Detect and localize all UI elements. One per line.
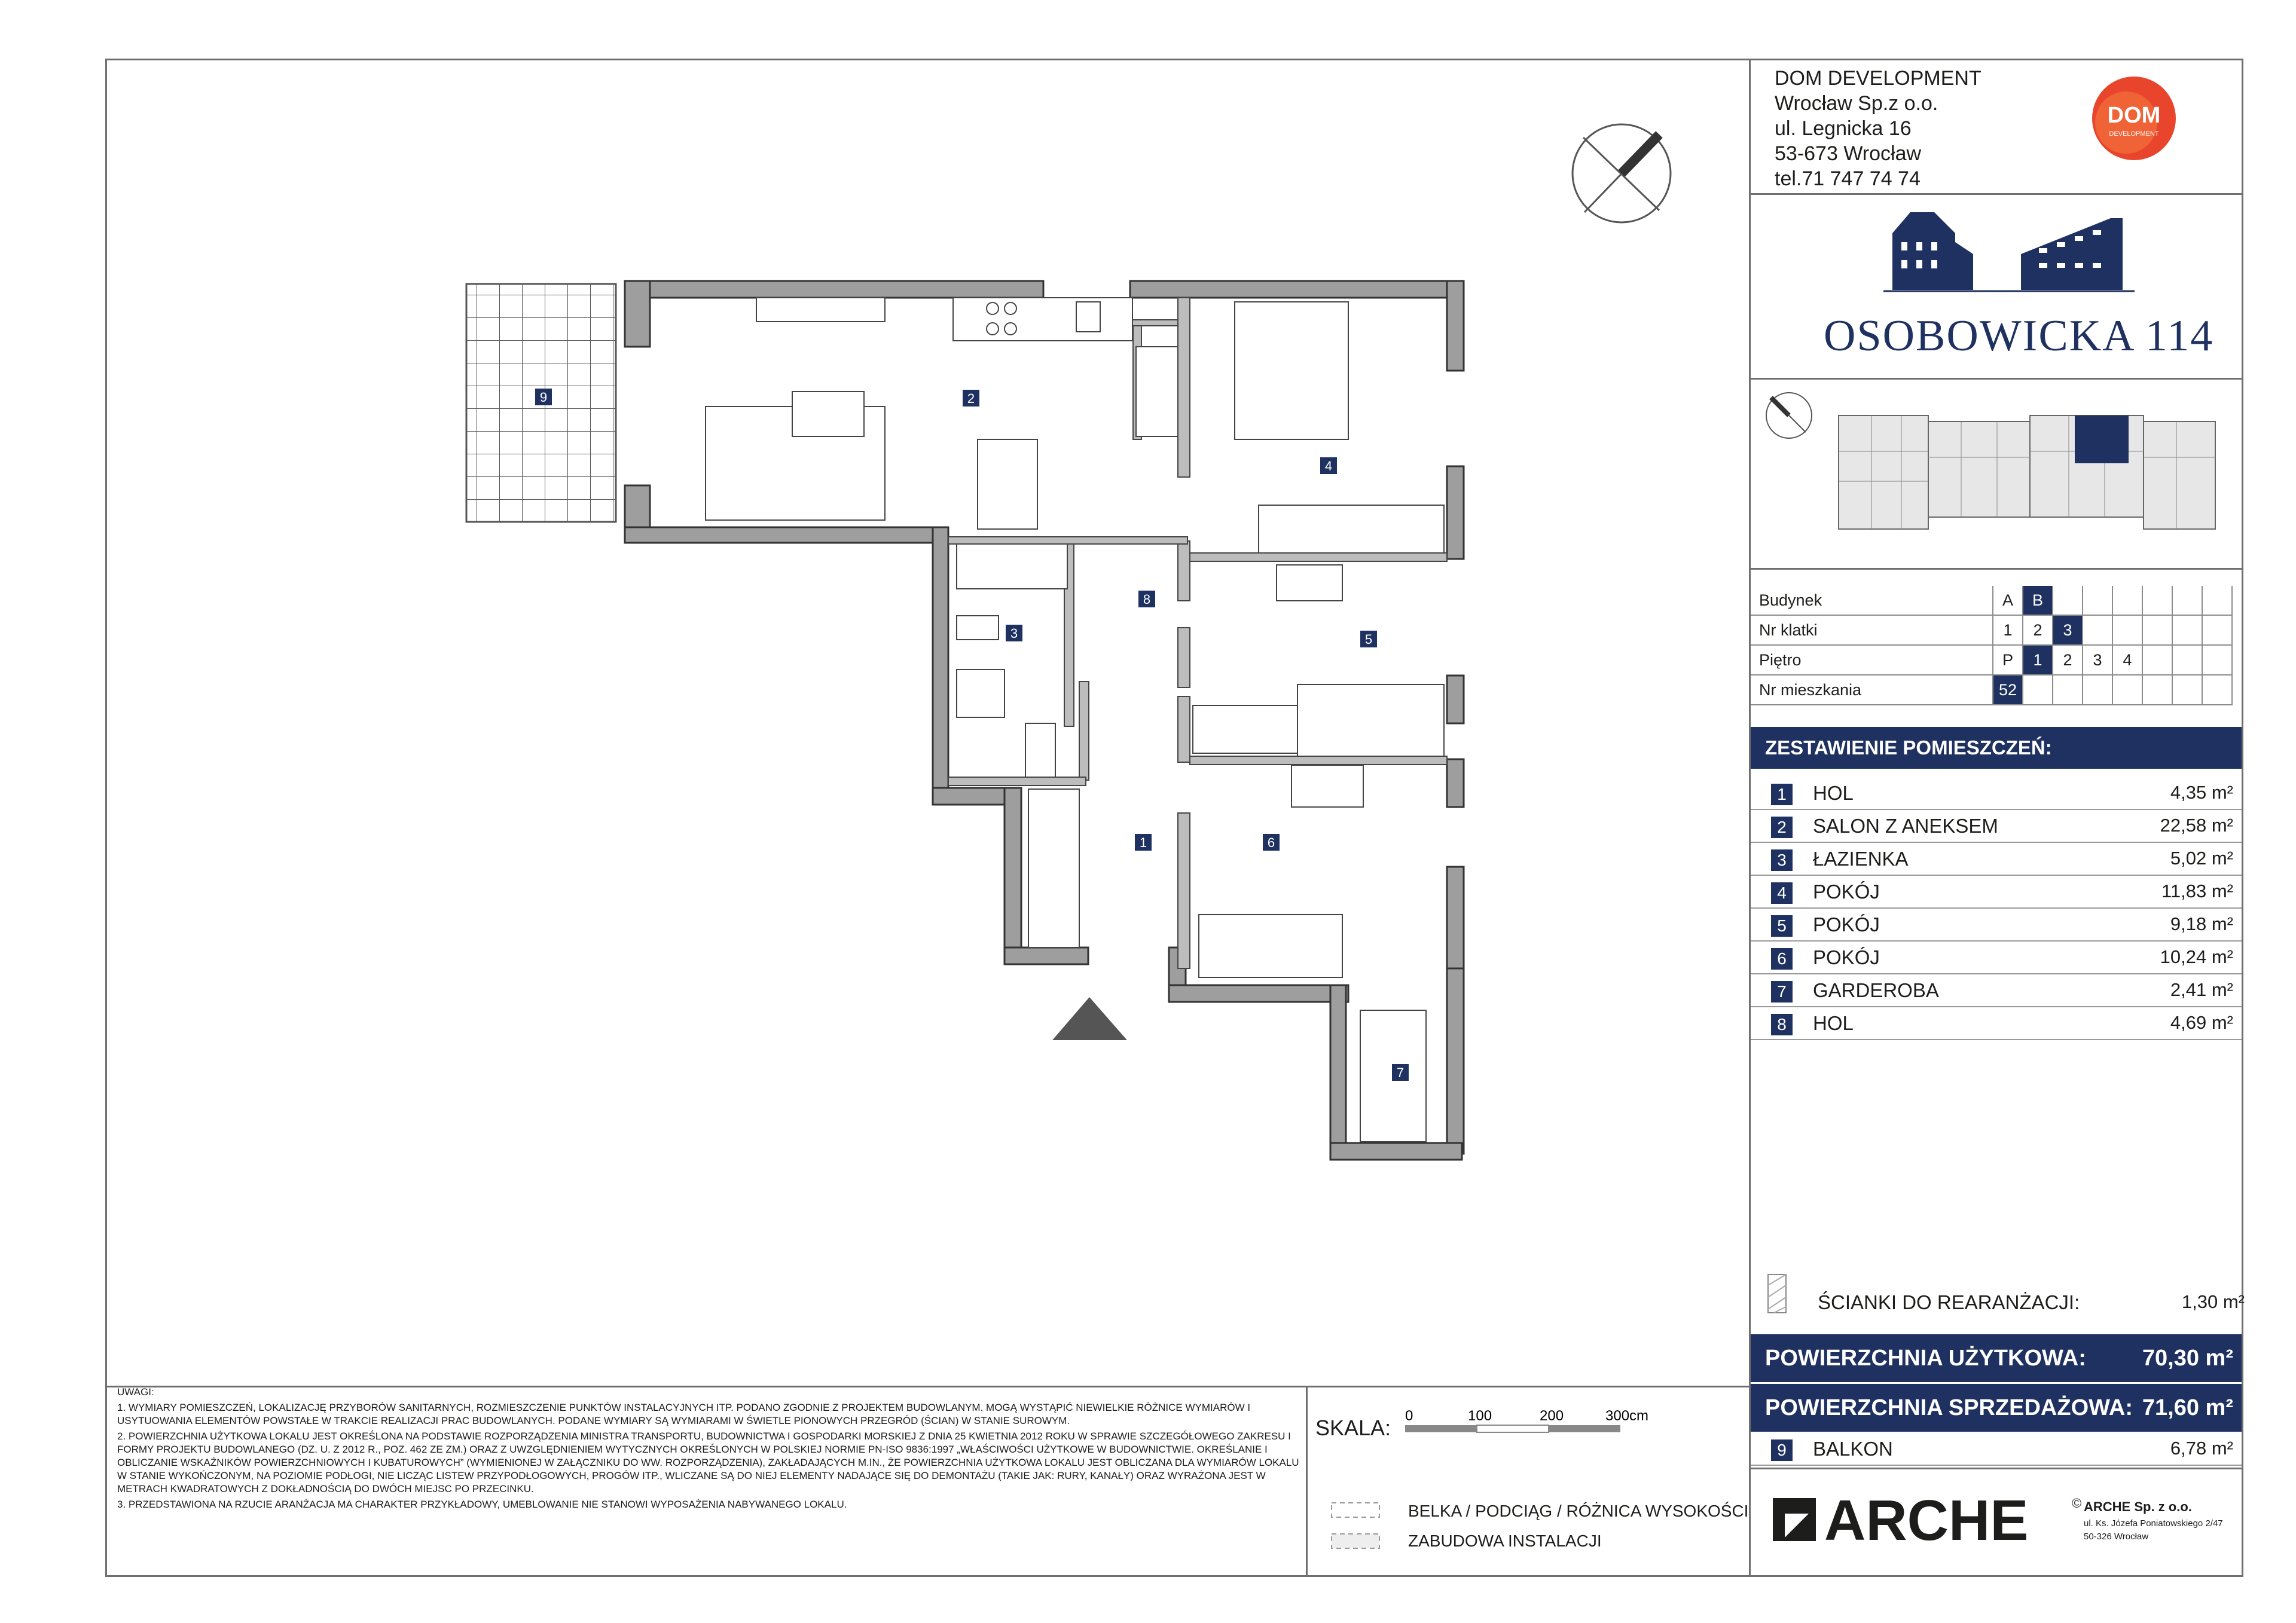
svg-text:7: 7 (1396, 1065, 1405, 1080)
svg-text:ARCHE: ARCHE (1824, 1490, 2029, 1552)
svg-text:200: 200 (1540, 1408, 1564, 1424)
company-phone: tel.71 747 74 74 (1775, 167, 1921, 190)
apartment-number: 52 (1993, 675, 2023, 705)
notes-title: UWAGI: (117, 1386, 154, 1398)
room-row: 3 ŁAZIENKA 5,02 m² (1751, 843, 2242, 876)
sales-area-bar (1751, 1384, 2242, 1432)
building-a: A (1993, 586, 2023, 615)
buildings-illustration (1883, 206, 2135, 296)
svg-text:9: 9 (539, 390, 548, 405)
room-row: 1 HOL 4,35 m² (1751, 777, 2242, 810)
floor-2: 2 (2053, 645, 2083, 675)
floor-plan (105, 59, 1748, 1384)
notes (117, 1386, 1307, 1514)
sales-area-label: POWIERZCHNIA SPRZEDAŻOWA: (1765, 1395, 2133, 1420)
staircase-1: 1 (1993, 615, 2023, 645)
building-label: Budynek (1751, 586, 1993, 615)
walls-area: 1,30 m² (2181, 1291, 2245, 1312)
entrance-arrow-icon (1052, 997, 1127, 1040)
key-plan (1764, 386, 2230, 565)
balcony-row: 9 BALKON 6,78 m² (1751, 1433, 2242, 1466)
floor-4: 4 (2112, 645, 2142, 675)
svg-text:100: 100 (1468, 1408, 1492, 1424)
svg-text:©: © (2072, 1496, 2082, 1511)
staircase-2: 2 (2023, 615, 2053, 645)
dom-development-logo (2090, 75, 2178, 162)
plan-label (1392, 1064, 1409, 1081)
plan-label (963, 390, 979, 406)
header-divider-1 (1749, 193, 2243, 195)
room-row: 7 GARDEROBA 2,41 m² (1751, 974, 2242, 1007)
svg-text:2: 2 (967, 391, 975, 406)
plan-label (1135, 834, 1152, 851)
legend-icons (1330, 1500, 1387, 1554)
company-address (1775, 66, 1981, 191)
staircase-label: Nr klatki (1751, 615, 1993, 645)
scale-label: SKALA: (1315, 1416, 1391, 1440)
legend-beam: BELKA / PODCIĄG / RÓŻNICA WYSOKOŚCI (1408, 1502, 1749, 1520)
rooms-header: ZESTAWIENIE POMIESZCZEŃ: (1751, 727, 2242, 769)
svg-text:300cm: 300cm (1605, 1408, 1649, 1424)
apartment-label: Nr mieszkania (1751, 675, 1993, 705)
room-row: 2 SALON Z ANEKSEM 22,58 m² (1751, 810, 2242, 843)
architect-address-2: 50-326 Wrocław (2084, 1532, 2149, 1542)
svg-text:6: 6 (1267, 835, 1275, 850)
svg-text:8: 8 (1143, 592, 1151, 607)
location-table (1751, 586, 2233, 705)
plan-label (1320, 457, 1337, 474)
usable-area-value: 70,30 m² (2142, 1346, 2233, 1371)
legend-installation: ZABUDOWA INSTALACJI (1408, 1532, 1602, 1550)
project-title: OSOBOWICKA 114 (1824, 311, 2214, 360)
room-row: 8 HOL 4,69 m² (1751, 1007, 2242, 1040)
floor-label: Piętro (1751, 645, 1993, 675)
architect-name: ARCHE Sp. z o.o. (2084, 1499, 2192, 1514)
svg-text:DEVELOPMENT: DEVELOPMENT (2109, 130, 2159, 137)
svg-text:3: 3 (1010, 626, 1018, 641)
note-2: 2. POWIERZCHNIA UŻYTKOWA LOKALU JEST OKREŚLONA NA PODSTAWIE ROZPORZĄDZENIA MINISTRA TRANSPORTU, BUDOWNICTWA I GOSPODARKI MORSKIEJ Z DNIA 25 KWIETNIA 2012 ROKU W SPRAWIE SZCZEGÓŁOWEGO ZAKRESU I FORMY PROJEKTU BUDOWLANEGO (DZ. U. Z 2012 R., POZ. 462 ZE ZM.) ORAZ Z UWZGLĘDNIENIEM WYTYCZNYCH OKREŚLONYCH W POLSKIEJ NORMIE PN-ISO 9836:1997 „WŁAŚCIWOŚCI UŻYTKOWE W BUDOWNICTWIE. OKREŚLANIE I OBLICZANIE WSKAŹNIKÓW POWIERZCHNIOWYCH I KUBATUROWYCH” (WYMIENIONEJ W ZAŁĄCZNIKU DO WW. ROZPORZĄDZENIA), ZAKŁADAJĄCYCH M.IN., ŻE POWIERZCHNIA UŻYTKOWA LOKALU JEST OBLICZANA DLA WYMIARÓW LOKALU W STANIE WYKOŃCZONYM, NA POZIOMIE PODŁOGI, NIE LICZĄC LISTEW PRZYPODŁOGOWYCH, PROGÓW ITP., WLICZANE SĄ DO NIEJ ELEMENTY NADAJĄCE SIĘ DO DEMONTAŻU (TAKIE JAK: RURY, KANAŁY) ORAZ WYRAŻONA JEST W METRACH KWADRATOWYCH Z DOKŁADNOŚCIĄ DO DWÓCH MIEJSC PO PRZECINKU. (117, 1431, 1299, 1494)
apartment-highlight (2075, 415, 2129, 463)
arche-logo (1773, 1490, 2084, 1558)
svg-text:0: 0 (1405, 1408, 1413, 1424)
plan-label (535, 389, 552, 405)
svg-text:5: 5 (1364, 632, 1373, 647)
rearrangement-wall-icon (1767, 1273, 1791, 1315)
usable-area-label: POWIERZCHNIA UŻYTKOWA: (1765, 1346, 2086, 1371)
compass-icon (1573, 124, 1671, 222)
walls-label: ŚCIANKI DO REARANŻACJI: (1818, 1291, 2080, 1313)
room-row: 6 POKÓJ 10,24 m² (1751, 942, 2242, 974)
plan-label (1360, 631, 1377, 647)
company-subsidiary: Wrocław Sp.z o.o. (1775, 92, 1938, 115)
header-divider-3 (1749, 568, 2243, 570)
room-row: 5 POKÓJ 9,18 m² (1751, 909, 2242, 942)
floor-1-selected: 1 (2023, 645, 2053, 675)
compass-small-icon (1766, 393, 1812, 438)
header-divider-2 (1749, 378, 2243, 380)
company-city: 53-673 Wrocław (1775, 142, 1922, 165)
architect-address-1: ul. Ks. Józefa Poniatowskiego 2/47 (2084, 1518, 2223, 1529)
plan-label (1006, 625, 1022, 641)
company-street: ul. Legnicka 16 (1775, 117, 1912, 140)
plan-label (1138, 591, 1155, 607)
floor-p: P (1993, 645, 2023, 675)
usable-area-bar (1751, 1334, 2242, 1382)
svg-text:DOM: DOM (2107, 103, 2161, 128)
svg-text:1: 1 (1139, 835, 1147, 850)
sales-area-value: 71,60 m² (2142, 1395, 2233, 1420)
plan-label (1263, 834, 1280, 851)
staircase-3-selected: 3 (2053, 615, 2083, 645)
note-1: 1. WYMIARY POMIESZCZEŃ, LOKALIZACJĘ PRZYBORÓW SANITARNYCH, ROZMIESZCZENIE PUNKTÓW INSTALACYJNYCH ITP. PODANO ZGODNIE Z PROJEKTEM BUDOWLANYM. MOGĄ WYSTĄPIĆ NIEWIELKIE RÓŻNICE WYMIARÓW I USYTUOWANIA ELEMENTÓW POWSTAŁE W TRAKCIE REALIZACJI PRAC BUDOWLANYCH. PODANE WYMIARY SĄ WYMIARAMI W ŚWIETLE PIONOWYCH PRZEGRÓD (ŚCIAN) W STANIE SUROWYM. (117, 1402, 1251, 1426)
svg-text:4: 4 (1324, 459, 1333, 473)
floor-3: 3 (2083, 645, 2112, 675)
building-b-selected: B (2023, 586, 2053, 615)
company-name: DOM DEVELOPMENT (1775, 67, 1981, 90)
scale-bar (1399, 1405, 1662, 1441)
room-row: 4 POKÓJ 11,83 m² (1751, 876, 2242, 909)
note-3: 3. PRZEDSTAWIONA NA RZUCIE ARANŻACJA MA CHARAKTER PRZYKŁADOWY, UMEBLOWANIE NIE STANOWI WYPOSAŻENIA NABYWANEGO LOKALU. (117, 1499, 847, 1510)
